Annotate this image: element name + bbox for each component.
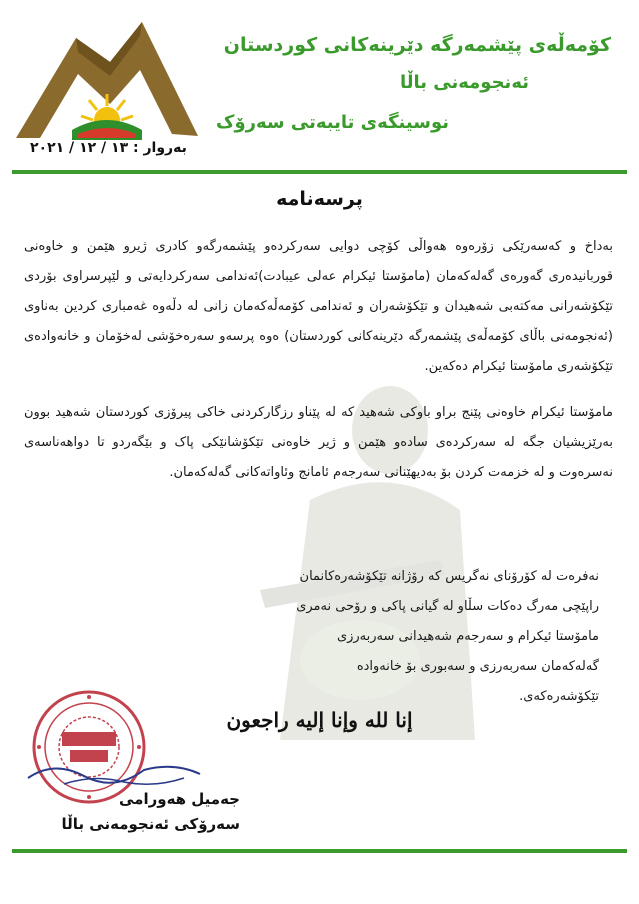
office-name: نوسینگەی تایبەتی سەرۆک [216,112,449,133]
letter-paragraph-1: بەداخ و کەسەرێکی زۆرەوە هەواڵی کۆچی دوایی سەرکردەو پێشمەرگەو کادری ژیرو هێمن و خاوەنی قوربانیدەری گەورەی گەلەکەمان (مامۆستا ئیکرام عەلی عیبادت)ئەندامی سەرکردایەتی و لێپرسراوی بۆردی تێکۆشەرانی مەکتەبی شەهیدان و تێکۆشەران و ئەندامی کۆمەڵەکەمان زانی لە دڵەوە غەمباری کردین بەناوی (ئەنجومەنی باڵای کۆمەڵەی پێشمەرگە دێرینەکانی کوردستان) ەوە پرسەو سەرەخۆشی لەخۆمان و خانەوادەی تێکۆشەری مامۆستا ئیکرام دەکەین. [24,239,613,374]
letter-date: بەروار : ١٣ / ١٢ / ٢٠٢١ [30,140,187,156]
letter-title: پرسەنامە [276,188,363,210]
footer-divider [12,849,627,853]
signatory-title: سەرۆکی ئەنجومەنی باڵا [61,815,240,833]
organization-logo-icon [14,18,200,144]
header-divider [12,170,627,174]
closing-verse: إنا لله وإنا إليه راجعون [226,708,413,732]
letter-paragraph-3: نەفرەت لە کۆرۆنای نەگریس کە رۆژانە تێکۆشەرەکانمان راپێچی مەرگ دەکات سڵاو لە گیانی پاکی و رۆحی نەمری مامۆستا ئیکرام و سەرجەم شەهیدانی سەربەرزی گەلەکەمان سەربەرزی و سەبوری بۆ خانەوادە تێکۆشەرەکەی. [296,569,599,704]
letter-paragraph-2: مامۆستا ئیکرام خاوەنی پێنج براو باوکی شەهید کە لە پێناو رزگارکردنی خاکی پیرۆزی کوردستان شەهید بوون بەرێزیشیان جگە لە سەرکردەی سادەو هێمن و ژیر خاوەنی تێکۆشانێکی پاک و بێگەردو تا دواهەناسەی نەسرەوت و لە خزمەت کردن بۆ بەدیهێنانی سەرجەم ئامانج وئاواتەکانی گەلەکەمان. [24,405,613,480]
organization-name: کۆمەڵەی پێشمەرگە دێرینەکانی کوردستان [223,34,611,56]
signatory-name: جەمیل هەورامی [119,790,240,808]
council-name: ئەنجومەنی باڵا [399,72,529,93]
